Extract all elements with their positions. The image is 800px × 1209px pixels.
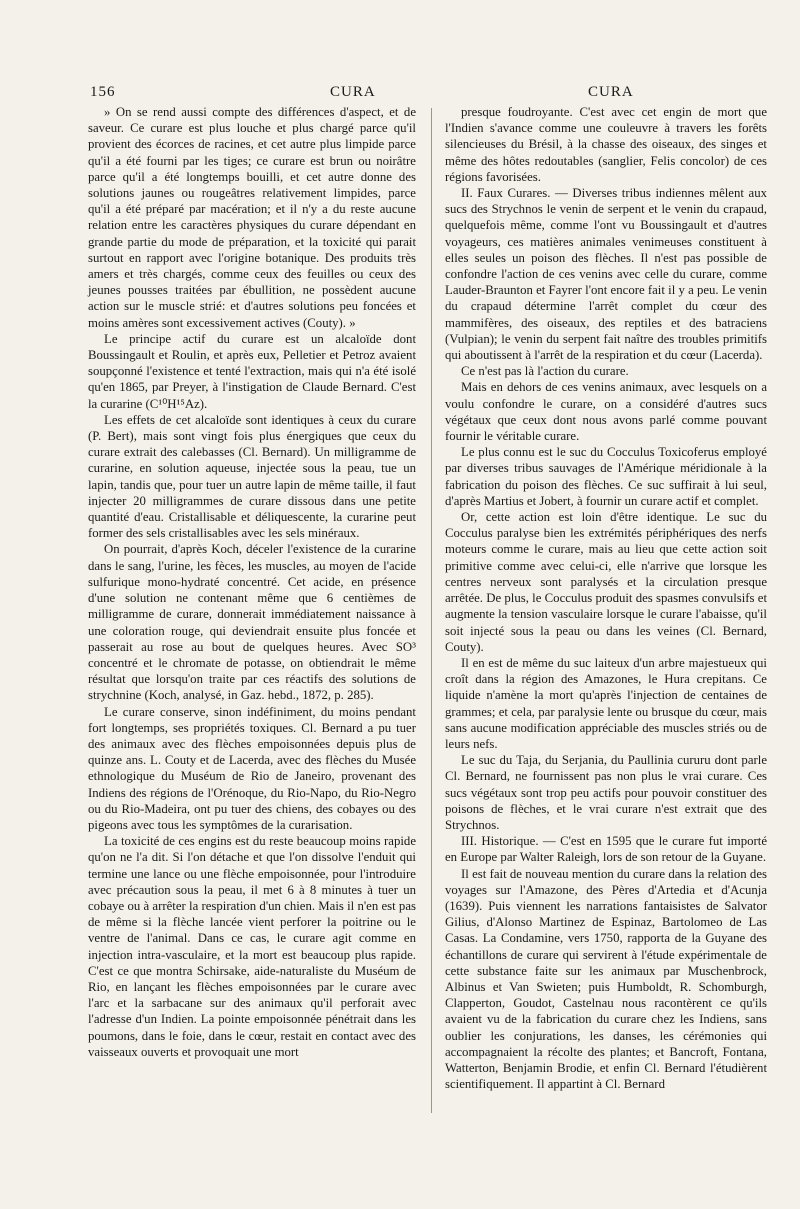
- paragraph: Le curare conserve, sinon indéfiniment, du moins pendant fort longtemps, ses propriétés toxiques. Cl. Bernard a pu tuer des animaux avec des flèches empoisonnées depuis plus de quinze ans. L. Couty et de Lacerda, avec des flèches du Musée ethnologique du Muséum de Rio de Janeiro, provenant des Indiens des régions de l'Orénoque, du Rio-Napo, du Rio-Negro ou du Rio-Madeira, ont pu tuer des chiens, des cobayes ou des pigeons avec tous les symptômes de la curarisation.: [88, 704, 416, 832]
- paragraph: Le suc du Taja, du Serjania, du Paullinia cururu dont parle Cl. Bernard, ne fournissent pas non plus le vrai curare. Ces sucs végétaux sont trop peu actifs pour pouvoir constituer des poisons de flèches, et le vrai curare n'est extrait que des Strychnos.: [445, 753, 767, 832]
- paragraph: Le plus connu est le suc du Cocculus Toxicoferus employé par diverses tribus sauvages de l'Amérique méridionale à la fabrication du poison des flèches. Ce suc suffirait à lui seul, d'après Martius et Jobert, à fournir un curare actif et complet.: [445, 445, 767, 508]
- paragraph: Il est fait de nouveau mention du curare dans la relation des voyages sur l'Amazone, des Pères d'Artedia et d'Acunja (1639). Puis viennent les narrations fantaisistes de Salvator Gilius, d'Alonso Martinez de Espinaz, Bartolomeo de Las Casas. La Condamine, vers 1750, rapporta de la Guyane des échantillons de curare qui servirent à l'étude expérimentale de cette substance faite sur les animaux par Muschenbrock, Albinus et Van Swieten; puis Humboldt, R. Schomburgh, Clapperton, Goudot, Castelnau nous racontèrent ce qu'ils avaient vu de la fabrication du curare chez les Indiens, sans oublier les conjurations, les danses, les cérémonies qui accompagnaient la récolte des plantes; et Bancroft, Fontana, Watterton, Benjamin Brodie, et enfin Cl. Bernard l'étudièrent scientifiquement. Il appartint à Cl. Bernard: [445, 866, 767, 1092]
- paragraph: Mais en dehors de ces venins animaux, avec lesquels on a voulu confondre le curare, on a considéré d'autres sucs végétaux que ceux dont nous avons parlé comme pouvant fournir le véritable curare.: [445, 380, 767, 444]
- paragraph: Ce n'est pas là l'action du curare.: [461, 364, 629, 379]
- paragraph: » On se rend aussi compte des différences d'aspect, et de saveur. Ce curare est plus louche et plus chargé parce qu'il provient des écorces de racines, et cet autre plus limpide parce qu'il a été fourni par les tiges; ce curare est brun ou noirâtre parce qu'il a été longtemps bouilli, et cet autre donne des solutions jaunes ou rougeâtres relativement limpides, parce qu'il a été préparé par macération; et il n'y a du reste aucune relation entre les caractères physiques du curare dépendant en grande partie du mode de préparation, et la toxicité qui parait surtout en rapport avec l'origine botanique. Des produits très amers et très chargés, comme ceux des feuilles ou ceux des jeunes pousses traitées par ébullition, ne possèdent aucune action sur le muscle strié: et d'autres solutions peu foncées et moins amères sont excessivement actives (Couty). »: [88, 105, 416, 330]
- section-historique: III. Historique. — C'est en 1595 que le curare fut importé en Europe par Walter Raleigh, lors de son retour de la Guyane.: [445, 834, 767, 865]
- right-running-title: CURA: [588, 84, 634, 100]
- section-faux-curares: II. Faux Curares. — Diverses tribus indiennes mêlent aux sucs des Strychnos le venin de serpent et le venin du crapaud, quelquefois même, comme l'ont vu Boussingault et d'autres voyageurs, ces matières animales venimeuses constituent à elles seules un poison des flèches. Il n'est pas possible de confondre l'action de ces venins avec celle du curare, comme Lauder-Braunton et Fayrer l'ont encore fait il y a peu. Le venin du crapaud détermine l'arrêt complet du cœur des mammifères, des oiseaux, des reptiles et des batraciens (Vulpian); le venin du serpent fait naître des troubles primitifs qui aboutissent à l'arrêt de la respiration et du cœur (Lacerda).: [445, 186, 767, 363]
- paragraph: On pourrait, d'après Koch, déceler l'existence de la curarine dans le sang, l'urine, les fèces, les muscles, au moyen de l'acide sulfurique mono-hydraté concentré. Cet acide, en présence d'une solution ne contenant même que 6 centièmes de milligramme de curare, donnerait immédiatement naissance à une coloration rouge, qui deviendrait ensuite plus foncée et passerait au rose au bout de quelques heures. Avec SO³ concentré et le chromate de potasse, on obtiendrait le même résultat que lorsqu'on traite par ces réactifs des solutions de strychnine (Koch, analysé, in Gaz. hebd., 1872, p. 285).: [88, 542, 416, 703]
- page-number: 156: [90, 84, 116, 100]
- paragraph: Le principe actif du curare est un alcaloïde dont Boussingault et Roulin, et après eux, Pelletier et Petroz avaient soupçonné l'existence et tenté l'extraction, mais qui n'a été isolé qu'en 1865, par Preyer, à l'instigation de Claude Bernard. C'est la curarine (C¹⁰H¹⁵Az).: [88, 331, 416, 411]
- paragraph: presque foudroyante. C'est avec cet engin de mort que l'Indien s'avance comme une couleuvre à travers les forêts silencieuses du Brésil, à la chasse des oiseaux, des singes et même des hôtes redoutables (sanglier, Felis concolor) de ces régions favorisées.: [445, 105, 767, 184]
- right-column: [445, 104, 767, 1092]
- paragraph: Or, cette action est loin d'être identique. Le suc du Cocculus paralyse bien les extrémités périphériques des nerfs moteurs comme le curare, mais au lieu que cette action soit primitive comme avec celui-ci, elle n'arrive que lorsque les centres nerveux sont paralysés et la circulation presque arrêtée. De plus, le Cocculus produit des spasmes convulsifs et augmente la tension vasculaire lorsque le curare l'abaisse, qu'il soit injecté sous la peau ou dans les veines (Cl. Bernard, Couty).: [445, 510, 767, 654]
- running-header: [90, 84, 740, 104]
- left-running-title: CURA: [330, 84, 376, 100]
- paragraph: Il en est de même du suc laiteux d'un arbre majestueux qui croît dans la région des Amazones, le Hura crepitans. Ce liquide n'amène la mort qu'après l'injection de centaines de grammes; et cela, par paralysie lente ou brusque du cœur, mais sans aucune modification appréciable des muscles striés ou de leurs nefs.: [445, 655, 767, 751]
- paragraph: La toxicité de ces engins est du reste beaucoup moins rapide qu'on ne l'a dit. Si l'on détache et que l'on dissolve l'enduit qui termine une lance ou une flèche empoisonnée, pour l'introduire avec précaution sous la peau, il met 6 à 8 minutes à tuer un cobaye ou à arrêter la respiration d'un chien. Mais il n'en est pas de même si la flèche lancée vient perforer la poitrine ou le ventre de l'animal. Dans ce cas, le curare agit comme en injection intra-vasculaire, et la mort est beaucoup plus rapide. C'est ce que montra Schirsake, aide-naturaliste du Muséum de Rio, en lançant les flèches empoisonnées par le curare avec l'arc et la sarbacane sur des animaux qu'il perforait avec l'adresse d'un Indien. La pointe empoisonnée pénétrait dans les poumons, dans le foie, dans le cœur, restait en contact avec des vaisseaux ouverts et provoquait une mort: [88, 834, 416, 1059]
- paragraph: Les effets de cet alcaloïde sont identiques à ceux du curare (P. Bert), mais sont vingt fois plus énergiques que ceux du curare extrait des calebasses (Cl. Bernard). Un milligramme de curarine, en solution aqueuse, injectée sous la peau, tue un lapin, tandis que, pour tuer un autre lapin de même taille, il faut injecter 20 milligrammes de curare dissous dans une petite quantité d'eau. Cristallisable et déliquescente, la curarine peut former des sels cristallisables avec les sels minéraux.: [88, 412, 416, 541]
- left-column: [88, 104, 416, 1060]
- column-divider: [431, 108, 432, 1113]
